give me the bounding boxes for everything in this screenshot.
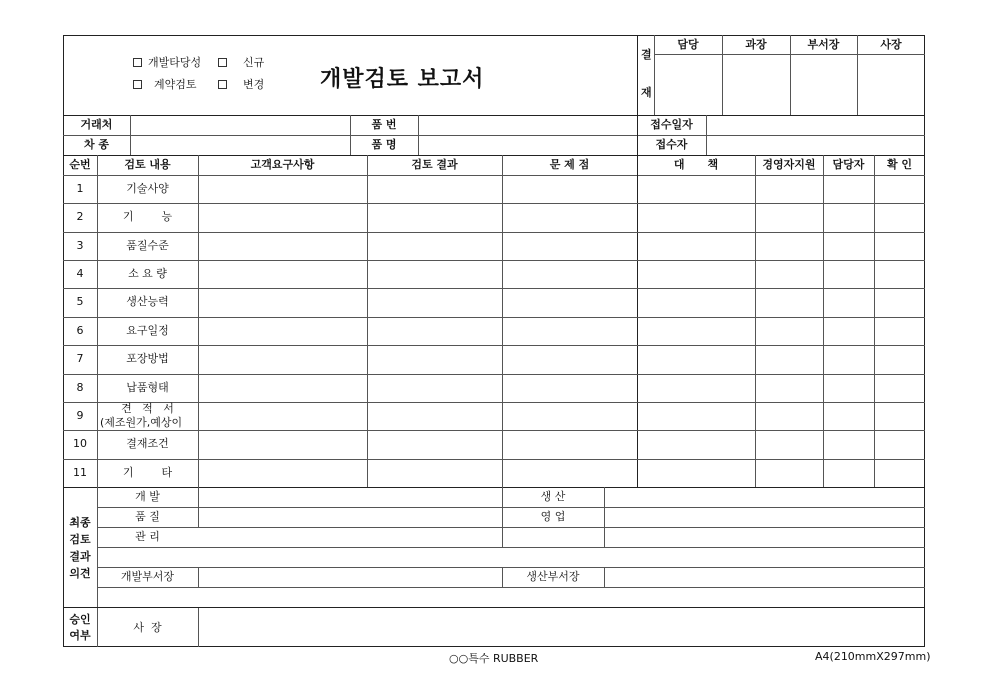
row-number: 3 — [76, 238, 84, 252]
row-person-cell[interactable] — [824, 375, 873, 401]
final-production-field[interactable] — [605, 488, 924, 506]
president-approval-field[interactable] — [199, 608, 924, 646]
footer-paper-size: A4(210mmX297mm) — [815, 650, 931, 663]
checkbox-square-icon — [133, 80, 142, 89]
approval-col-president: 사장 — [880, 38, 902, 51]
row-mgmt-support-cell[interactable] — [756, 318, 822, 344]
receiver-label: 접수자 — [655, 138, 688, 151]
approval-col-dept-head: 부서장 — [807, 38, 840, 51]
row-mgmt-support-cell[interactable] — [756, 176, 822, 202]
row-review-item: 품질수준 — [126, 238, 169, 252]
row-customer-req-cell[interactable] — [199, 403, 366, 429]
final-mgmt-label: 관 리 — [135, 530, 160, 543]
row-review-item: 요구일정 — [126, 323, 169, 337]
row-confirm-cell[interactable] — [875, 431, 924, 457]
row-problems-cell[interactable] — [503, 375, 636, 401]
row-confirm-cell[interactable] — [875, 403, 924, 429]
client-field[interactable] — [131, 116, 349, 134]
approval-label-top: 결 — [641, 48, 652, 61]
row-confirm-cell[interactable] — [875, 204, 924, 230]
checkbox-dev-feasibility[interactable]: 개발타당성 — [133, 56, 201, 70]
final-opinion-field[interactable] — [98, 548, 924, 566]
row-person-cell[interactable] — [824, 346, 873, 372]
row-mgmt-support-cell[interactable] — [756, 289, 822, 315]
row-person-cell[interactable] — [824, 318, 873, 344]
header-problems: 문 제 점 — [549, 158, 590, 171]
row-confirm-cell[interactable] — [875, 176, 924, 202]
row-mgmt-support-cell[interactable] — [756, 346, 822, 372]
part-name-label: 품 명 — [371, 138, 397, 151]
row-number: 6 — [76, 323, 84, 337]
header-customer-req: 고객요구사항 — [250, 158, 315, 171]
checkbox-change[interactable]: 변경 — [218, 78, 264, 92]
row-number: 2 — [76, 210, 84, 224]
row-problems-cell[interactable] — [503, 176, 636, 202]
header-person: 담당자 — [832, 158, 865, 171]
prod-manager-field[interactable] — [605, 568, 924, 586]
header-mgmt-support: 경영자지원 — [762, 158, 816, 171]
checkbox-square-icon — [218, 80, 227, 89]
row-person-cell[interactable] — [824, 204, 873, 230]
row-review-item: 결재조건 — [126, 437, 169, 451]
row-confirm-cell[interactable] — [875, 233, 924, 259]
row-review-item-sub: (제조원가,예상이 — [100, 415, 183, 429]
row-customer-req-cell[interactable] — [199, 460, 366, 486]
row-confirm-cell[interactable] — [875, 460, 924, 486]
row-review-result-cell[interactable] — [368, 204, 501, 230]
row-review-result-cell[interactable] — [368, 318, 501, 344]
approval-label-bottom: 재 — [641, 86, 652, 99]
row-countermeasure-cell[interactable] — [638, 233, 754, 259]
row-number: 8 — [76, 380, 84, 394]
row-person-cell[interactable] — [824, 460, 873, 486]
row-countermeasure-cell[interactable] — [638, 176, 754, 202]
row-problems-cell[interactable] — [503, 431, 636, 457]
president-label: 사 장 — [133, 621, 162, 634]
header-no: 순번 — [69, 158, 91, 171]
dev-manager-field[interactable] — [199, 568, 501, 586]
approval-col-section-chief: 과장 — [745, 38, 767, 51]
row-mgmt-support-cell[interactable] — [756, 261, 822, 287]
row-number: 10 — [73, 437, 87, 451]
row-customer-req-cell[interactable] — [199, 318, 366, 344]
row-customer-req-cell[interactable] — [199, 431, 366, 457]
row-confirm-cell[interactable] — [875, 375, 924, 401]
prod-manager-label: 생산부서장 — [526, 570, 580, 583]
row-review-item: 생산능력 — [126, 295, 169, 309]
row-countermeasure-cell[interactable] — [638, 403, 754, 429]
row-countermeasure-cell[interactable] — [638, 289, 754, 315]
row-number: 9 — [76, 408, 84, 422]
row-number: 5 — [76, 295, 84, 309]
row-customer-req-cell[interactable] — [199, 261, 366, 287]
row-review-result-cell[interactable] — [368, 233, 501, 259]
row-countermeasure-cell[interactable] — [638, 460, 754, 486]
part-no-field[interactable] — [419, 116, 636, 134]
row-problems-cell[interactable] — [503, 204, 636, 230]
header-review-item: 검토 내용 — [124, 158, 171, 171]
row-countermeasure-cell[interactable] — [638, 346, 754, 372]
row-customer-req-cell[interactable] — [199, 375, 366, 401]
final-dev-field[interactable] — [199, 488, 501, 506]
header-confirm: 확 인 — [886, 158, 913, 171]
header-countermeasure: 대 책 — [673, 158, 719, 171]
row-person-cell[interactable] — [824, 176, 873, 202]
row-problems-cell[interactable] — [503, 289, 636, 315]
row-mgmt-support-cell[interactable] — [756, 431, 822, 457]
final-production-label: 생 산 — [540, 490, 566, 503]
row-confirm-cell[interactable] — [875, 346, 924, 372]
row-person-cell[interactable] — [824, 233, 873, 259]
row-problems-cell[interactable] — [503, 403, 636, 429]
row-review-result-cell[interactable] — [368, 261, 501, 287]
row-review-item: 포장방법 — [126, 352, 169, 366]
row-person-cell[interactable] — [824, 431, 873, 457]
row-person-cell[interactable] — [824, 403, 873, 429]
row-mgmt-support-cell[interactable] — [756, 403, 822, 429]
row-problems-cell[interactable] — [503, 261, 636, 287]
row-mgmt-support-cell[interactable] — [756, 204, 822, 230]
final-sales-field[interactable] — [605, 508, 924, 526]
row-countermeasure-cell[interactable] — [638, 431, 754, 457]
approval-status-label: 승인 여부 — [69, 613, 91, 642]
final-sales-label: 영 업 — [540, 510, 566, 523]
checkbox-square-icon — [133, 58, 142, 67]
row-review-result-cell[interactable] — [368, 176, 501, 202]
row-confirm-cell[interactable] — [875, 289, 924, 315]
row-review-item: 소 요 량 — [128, 267, 167, 281]
row-person-cell[interactable] — [824, 289, 873, 315]
row-review-result-cell[interactable] — [368, 403, 501, 429]
row-countermeasure-cell[interactable] — [638, 204, 754, 230]
row-review-result-cell[interactable] — [368, 289, 501, 315]
checkbox-new[interactable]: 신규 — [218, 56, 264, 70]
row-countermeasure-cell[interactable] — [638, 261, 754, 287]
header-review-result: 검토 결과 — [411, 158, 458, 171]
row-problems-cell[interactable] — [503, 233, 636, 259]
client-label: 거래처 — [80, 118, 113, 131]
row-review-result-cell[interactable] — [368, 460, 501, 486]
row-mgmt-support-cell[interactable] — [756, 460, 822, 486]
part-no-label: 품 번 — [371, 118, 397, 131]
row-review-item: 납품형태 — [126, 380, 169, 394]
row-mgmt-support-cell[interactable] — [756, 375, 822, 401]
car-type-field[interactable] — [131, 136, 349, 154]
row-confirm-cell[interactable] — [875, 318, 924, 344]
footer-company: ○○특수 RUBBER — [449, 652, 539, 665]
row-customer-req-cell[interactable] — [199, 289, 366, 315]
row-customer-req-cell[interactable] — [199, 346, 366, 372]
row-person-cell[interactable] — [824, 261, 873, 287]
row-confirm-cell[interactable] — [875, 261, 924, 287]
row-review-result-cell[interactable] — [368, 346, 501, 372]
dev-manager-label: 개발부서장 — [120, 570, 175, 583]
row-review-result-cell[interactable] — [368, 375, 501, 401]
final-opinion-label: 최종 검토 결과 의견 — [69, 516, 91, 580]
row-review-item: 기 능 — [122, 210, 173, 224]
checkbox-square-icon — [218, 58, 227, 67]
row-number: 7 — [76, 352, 84, 366]
row-countermeasure-cell[interactable] — [638, 318, 754, 344]
row-problems-cell[interactable] — [503, 460, 636, 486]
checkbox-contract-review[interactable]: 계약검토 — [133, 78, 197, 92]
row-review-item: 기술사양 — [126, 182, 169, 195]
row-customer-req-cell[interactable] — [199, 204, 366, 230]
final-mgmt-field[interactable] — [199, 528, 501, 546]
row-countermeasure-cell[interactable] — [638, 375, 754, 401]
receiver-field[interactable] — [707, 136, 924, 154]
row-review-item: 견 적 서 — [121, 401, 174, 415]
document-title: 개발검토 보고서 — [320, 67, 485, 92]
receipt-date-field[interactable] — [707, 116, 924, 134]
final-quality-field[interactable] — [199, 508, 501, 526]
final-quality-label: 품 질 — [135, 510, 160, 523]
row-problems-cell[interactable] — [503, 318, 636, 344]
car-type-label: 차 종 — [83, 138, 110, 151]
row-number: 11 — [73, 465, 87, 479]
part-name-field[interactable] — [419, 136, 636, 154]
row-number: 4 — [76, 267, 84, 281]
row-problems-cell[interactable] — [503, 346, 636, 372]
row-review-result-cell[interactable] — [368, 431, 501, 457]
final-dev-label: 개 발 — [135, 490, 160, 503]
row-number: 1 — [76, 182, 84, 195]
approval-col-staff: 담당 — [677, 38, 699, 51]
receipt-date-label: 접수일자 — [650, 118, 693, 131]
row-customer-req-cell[interactable] — [199, 233, 366, 259]
row-customer-req-cell[interactable] — [199, 176, 366, 202]
row-review-item: 기 타 — [122, 465, 173, 479]
row-mgmt-support-cell[interactable] — [756, 233, 822, 259]
